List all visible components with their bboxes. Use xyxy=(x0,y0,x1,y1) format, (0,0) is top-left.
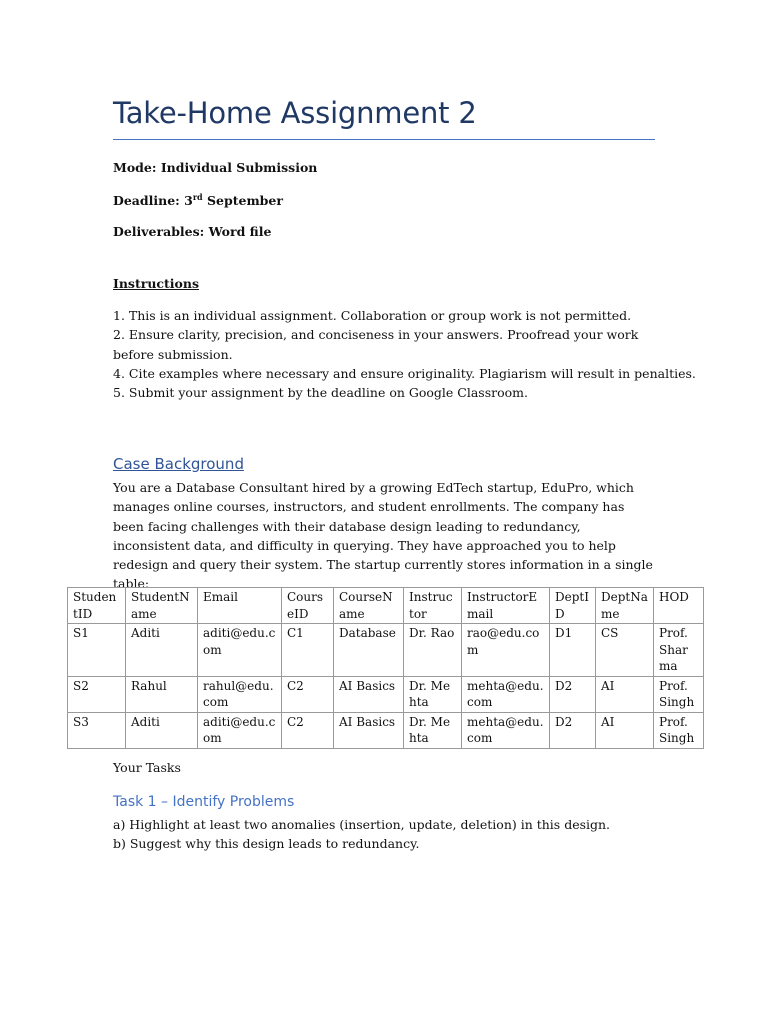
instruction-item: 5. Submit your assignment by the deadline on Google Classroom. xyxy=(113,385,528,401)
table-cell: aditi@edu.com xyxy=(198,624,282,677)
table-cell: D1 xyxy=(550,624,596,677)
table-cell: AI xyxy=(596,712,654,748)
table-row xyxy=(68,712,704,748)
table-cell: S3 xyxy=(68,712,126,748)
deadline-line xyxy=(113,192,283,208)
table-header-cell: DeptName xyxy=(596,588,654,624)
table-cell: Prof. Singh xyxy=(654,712,704,748)
instruction-item: 2. Ensure clarity, precision, and conciseness in your answers. Proofread your work before submission. xyxy=(113,327,639,362)
table-cell: D2 xyxy=(550,676,596,712)
instructions-heading: Instructions xyxy=(113,276,200,291)
case-background-heading: Case Background xyxy=(113,455,244,473)
table-cell: S2 xyxy=(68,676,126,712)
case-paragraph: You are a Database Consultant hired by a growing EdTech startup, EduPro, which manages online courses, instructors, and student enrollments. The company has been facing challenges with their database design leading to redundancy, inconsistent data, and difficulty in querying. They have approached you to help redesign and query their system. The startup currently stores information in a single table: xyxy=(113,480,653,592)
table-cell: mehta@edu.com xyxy=(462,712,550,748)
your-tasks-label: Your Tasks xyxy=(113,760,181,775)
table-cell: rao@edu.com xyxy=(462,624,550,677)
table-cell: S1 xyxy=(68,624,126,677)
table-cell: AI Basics xyxy=(334,712,404,748)
instruction-item: 4. Cite examples where necessary and ensure originality. Plagiarism will result in penalties. xyxy=(113,365,696,381)
instruction-item: 1. This is an individual assignment. Collaboration or group work is not permitted. xyxy=(113,308,632,323)
table-header-cell: CourseID xyxy=(282,588,334,624)
table-cell: Dr. Rao xyxy=(404,624,462,677)
table-row xyxy=(68,624,704,677)
table-cell: Prof. Sharma xyxy=(654,624,704,677)
table-header-cell: Email xyxy=(198,588,282,624)
table-cell: CS xyxy=(596,624,654,677)
table-cell: D2 xyxy=(550,712,596,748)
title-underline xyxy=(113,139,655,140)
table-cell: C2 xyxy=(282,676,334,712)
instructions-list xyxy=(113,306,696,402)
table-cell: C2 xyxy=(282,712,334,748)
case-background-body xyxy=(113,478,653,594)
table-cell: C1 xyxy=(282,624,334,677)
page-title: Take-Home Assignment 2 xyxy=(113,96,477,130)
table-header-cell: CourseName xyxy=(334,588,404,624)
table-header-cell: HOD xyxy=(654,588,704,624)
deliverables-line: Deliverables: Word file xyxy=(113,224,272,239)
table-cell: AI xyxy=(596,676,654,712)
task1-item: b) Suggest why this design leads to redundancy. xyxy=(113,836,420,852)
task1-item: a) Highlight at least two anomalies (insertion, update, deletion) in this design. xyxy=(113,817,611,832)
table-cell: Database xyxy=(334,624,404,677)
table-cell: Dr. Mehta xyxy=(404,676,462,712)
task1-list xyxy=(113,815,658,854)
table-cell: Aditi xyxy=(126,712,198,748)
table-cell: Aditi xyxy=(126,624,198,677)
table-cell: aditi@edu.com xyxy=(198,712,282,748)
data-table xyxy=(67,587,704,749)
table-header-cell: InstructorEmail xyxy=(462,588,550,624)
table-header-cell: Instructor xyxy=(404,588,462,624)
table-row xyxy=(68,676,704,712)
table-header-cell: DeptID xyxy=(550,588,596,624)
table-header-cell: StudentName xyxy=(126,588,198,624)
table-cell: Prof. Singh xyxy=(654,676,704,712)
deadline-suffix: September xyxy=(202,193,283,208)
table-cell: Dr. Mehta xyxy=(404,712,462,748)
mode-line: Mode: Individual Submission xyxy=(113,160,318,175)
table-header-row xyxy=(68,588,704,624)
table-header-cell: StudentID xyxy=(68,588,126,624)
deadline-prefix: Deadline: 3 xyxy=(113,193,193,208)
table-cell: mehta@edu.com xyxy=(462,676,550,712)
table-cell: AI Basics xyxy=(334,676,404,712)
task1-heading: Task 1 – Identify Problems xyxy=(113,794,295,810)
table-cell: Rahul xyxy=(126,676,198,712)
deadline-ordinal: rd xyxy=(192,192,203,202)
table-cell: rahul@edu.com xyxy=(198,676,282,712)
